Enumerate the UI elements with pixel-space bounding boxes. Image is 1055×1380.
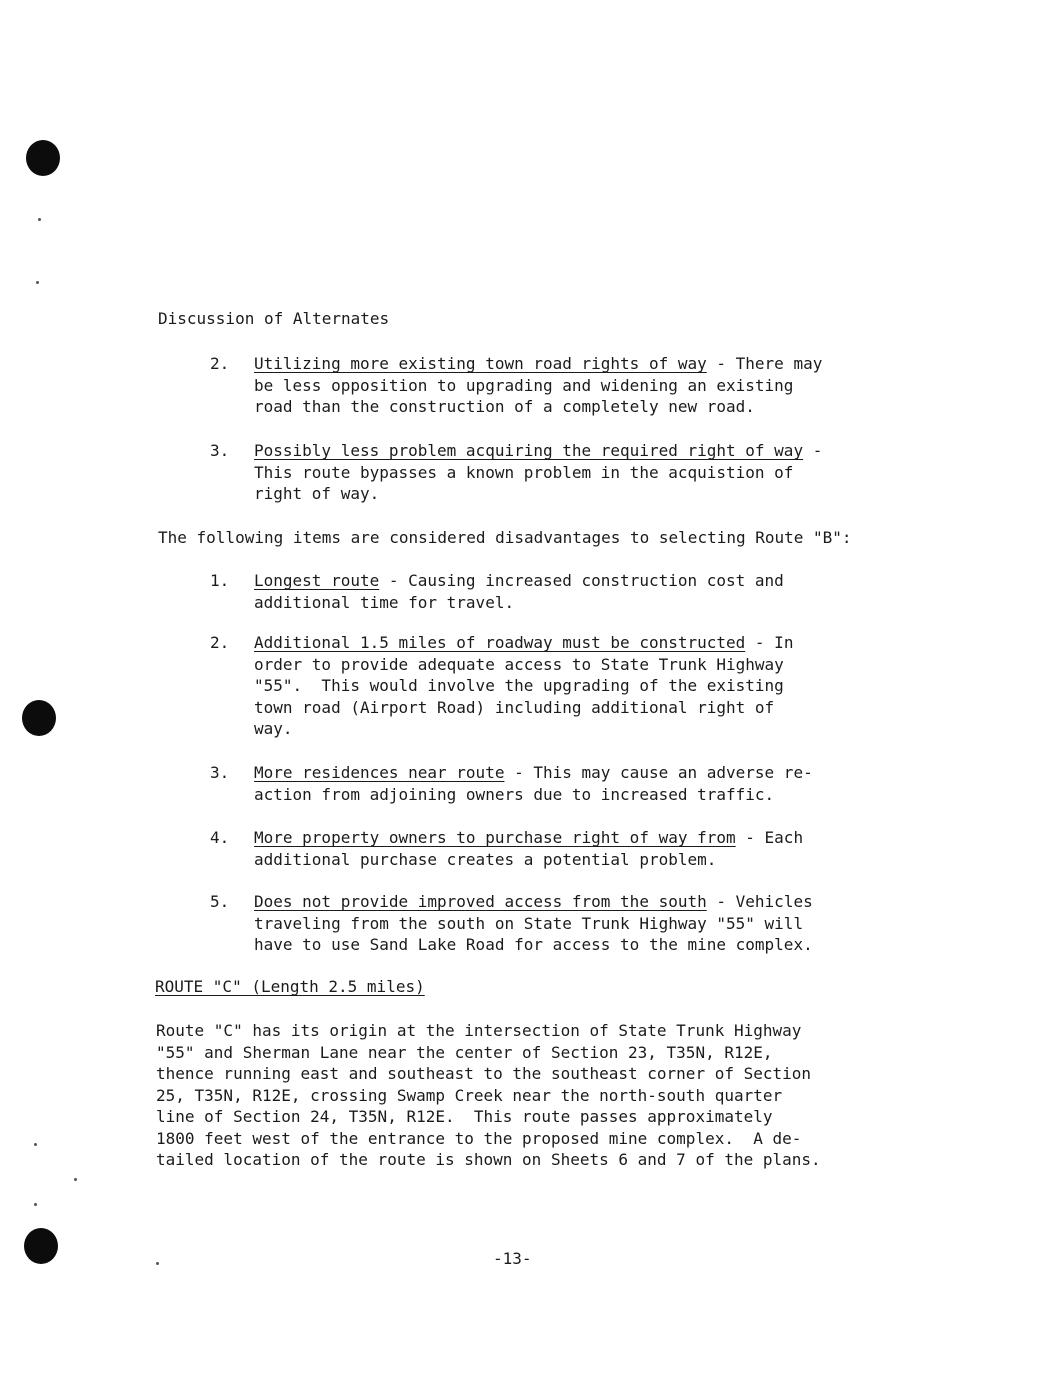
advantage-item-3 xyxy=(210,440,914,505)
item-line: additional time for travel. xyxy=(254,592,515,612)
item-line: additional purchase creates a potential problem. xyxy=(254,849,717,869)
item-body xyxy=(254,632,914,740)
section-heading: Discussion of Alternates xyxy=(158,309,390,328)
paragraph-line: thence running east and southeast to the southeast corner of Section xyxy=(156,1064,812,1083)
item-title: More property owners to purchase right of way from xyxy=(254,828,736,847)
item-line: traveling from the south on State Trunk Highway "55" will xyxy=(254,913,804,933)
item-title: Possibly less problem acquiring the required right of way xyxy=(254,441,804,460)
item-body xyxy=(254,570,914,613)
item-line: road than the construction of a completely new road. xyxy=(254,397,755,416)
item-line: order to provide adequate access to State Trunk Highway xyxy=(254,654,784,674)
scan-speck xyxy=(36,281,39,284)
advantage-item-2 xyxy=(210,353,914,418)
item-number: 2. xyxy=(210,354,230,373)
page-number: -13- xyxy=(493,1249,532,1268)
paragraph-line: 1800 feet west of the entrance to the proposed mine complex. A de- xyxy=(156,1128,802,1148)
disadvantage-item-3 xyxy=(210,762,914,805)
item-title: Additional 1.5 miles of roadway must be constructed xyxy=(254,633,746,652)
item-number: 1. xyxy=(210,571,230,590)
item-line: action from adjoining owners due to increased traffic. xyxy=(254,784,775,804)
item-body xyxy=(254,762,914,805)
disadvantage-item-5 xyxy=(210,891,914,956)
item-text: - In xyxy=(745,633,794,652)
item-body xyxy=(254,440,914,505)
scan-speck xyxy=(34,1143,37,1146)
item-text: - This may cause an adverse re- xyxy=(504,763,813,782)
scan-speck xyxy=(74,1178,77,1181)
item-number: 3. xyxy=(210,763,230,782)
item-line: This route bypasses a known problem in the acquistion of xyxy=(254,462,794,482)
item-text: - Causing increased construction cost and xyxy=(379,571,784,590)
item-line xyxy=(254,632,914,654)
item-line xyxy=(254,440,914,462)
item-body xyxy=(254,353,914,418)
paragraph-line: 25, T35N, R12E, crossing Swamp Creek near the north-south quarter xyxy=(156,1085,783,1105)
paragraph-line: line of Section 24, T35N, R12E. This route passes approximately xyxy=(156,1107,773,1126)
paragraph-line: Route "C" has its origin at the intersection of State Trunk Highway xyxy=(156,1021,802,1040)
disadvantages-intro xyxy=(158,527,958,549)
disadvantage-item-1 xyxy=(210,570,914,613)
item-body xyxy=(254,891,914,956)
item-line xyxy=(254,891,914,913)
item-line xyxy=(254,827,914,849)
item-number: 3. xyxy=(210,441,230,460)
route-c-heading: ROUTE "C" (Length 2.5 miles) xyxy=(155,977,425,996)
scan-speck xyxy=(156,1262,159,1265)
item-number: 5. xyxy=(210,892,230,911)
item-line xyxy=(254,762,914,784)
item-text: - There may xyxy=(706,354,823,373)
item-text: - xyxy=(803,441,823,460)
disadvantage-item-4 xyxy=(210,827,914,870)
item-body xyxy=(254,827,914,870)
item-line: have to use Sand Lake Road for access to the mine complex. xyxy=(254,935,813,954)
item-number: 2. xyxy=(210,633,230,652)
paragraph-line: tailed location of the route is shown on Sheets 6 and 7 of the plans. xyxy=(156,1150,821,1169)
item-number: 4. xyxy=(210,828,230,847)
item-title: Does not provide improved access from the south xyxy=(254,892,707,911)
route-c-paragraph xyxy=(156,1020,956,1171)
item-line: way. xyxy=(254,719,293,738)
item-line xyxy=(254,353,914,375)
punch-hole-middle xyxy=(22,700,56,736)
item-title: More residences near route xyxy=(254,763,505,782)
item-line: be less opposition to upgrading and widening an existing xyxy=(254,375,794,395)
item-text: - Vehicles xyxy=(706,892,813,911)
item-line xyxy=(254,570,914,592)
punch-hole-bottom xyxy=(24,1228,58,1264)
intro-line: The following items are considered disadvantages to selecting Route "B": xyxy=(158,528,852,547)
item-title: Utilizing more existing town road rights of way xyxy=(254,354,707,373)
punch-hole-top xyxy=(26,140,60,176)
item-line: "55". This would involve the upgrading of the existing xyxy=(254,676,784,695)
item-line: right of way. xyxy=(254,484,380,503)
paragraph-line: "55" and Sherman Lane near the center of Section 23, T35N, R12E, xyxy=(156,1042,773,1062)
scan-speck xyxy=(38,218,41,221)
disadvantage-item-2 xyxy=(210,632,914,740)
item-title: Longest route xyxy=(254,571,380,590)
item-text: - Each xyxy=(735,828,804,847)
item-line: town road (Airport Road) including additional right of xyxy=(254,697,775,717)
scan-speck xyxy=(34,1203,37,1206)
